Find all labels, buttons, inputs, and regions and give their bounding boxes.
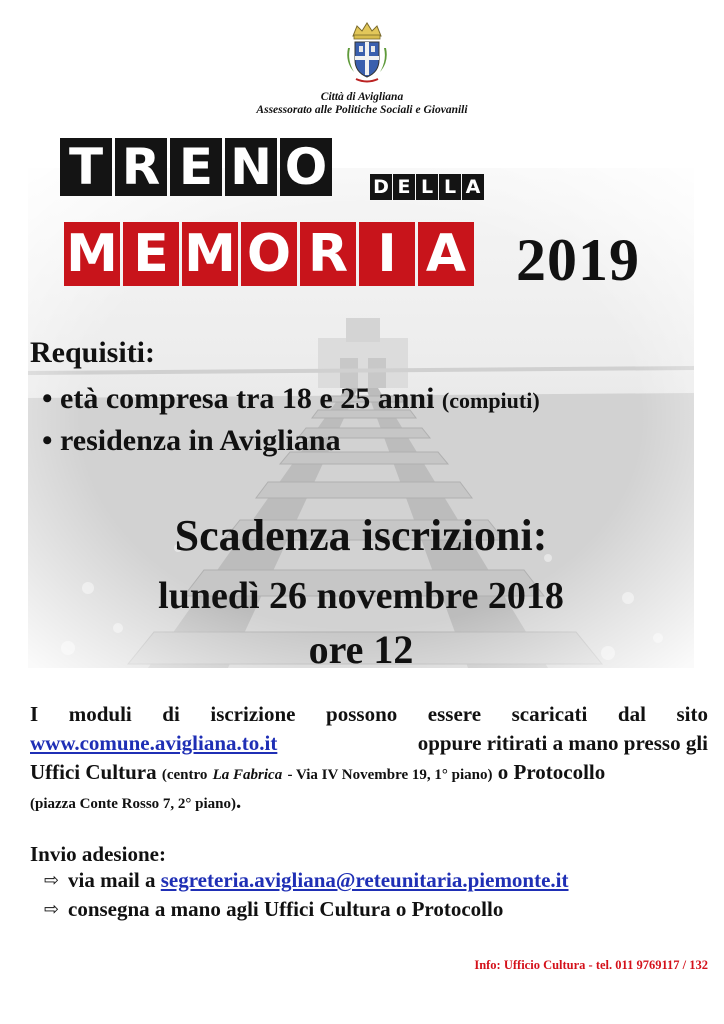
centro-label: (centro	[161, 767, 208, 783]
invio-mail	[44, 868, 569, 893]
arrow-right-icon: ⇨	[44, 870, 60, 891]
department-name: Assessorato alle Politiche Sociali e Giovanili	[256, 104, 468, 116]
bullet: •	[42, 382, 53, 415]
title-letter: E	[393, 174, 415, 200]
requirement-age	[42, 382, 540, 416]
title-della	[370, 174, 485, 200]
title-letter: R	[115, 138, 167, 196]
deadline-heading: Scadenza iscrizioni:	[174, 511, 548, 560]
title-letter: E	[170, 138, 222, 196]
requirement-note: (compiuti)	[441, 388, 540, 413]
title-letter: L	[416, 174, 438, 200]
bullet: •	[42, 424, 53, 457]
email-link[interactable]: segreteria.avigliana@reteunitaria.piemonte.it	[160, 868, 569, 892]
requirement-text: residenza in Avigliana	[60, 424, 341, 457]
city-crest-logo	[344, 20, 390, 86]
event-year: 2019	[516, 227, 640, 293]
modules-line-4	[30, 787, 708, 819]
title-treno	[60, 138, 335, 196]
protocollo-text: o Protocollo	[497, 760, 606, 784]
invio-heading: Invio adesione:	[30, 842, 166, 866]
title-letter: M	[64, 222, 120, 286]
title-letter: O	[241, 222, 297, 286]
invio-hand	[44, 897, 503, 922]
modules-line-2-text: oppure ritirati a mano presso gli	[417, 731, 708, 755]
title-memoria	[64, 222, 477, 286]
info-contact: Info: Ufficio Cultura - tel. 011 9769117 / 132	[474, 958, 708, 972]
title-letter: A	[418, 222, 474, 286]
address-text: - Via IV Novembre 19, 1° piano)	[287, 767, 493, 783]
line-end: .	[236, 789, 242, 813]
protocollo-address: (piazza Conte Rosso 7, 2° piano)	[30, 796, 237, 812]
modules-line-3	[30, 758, 708, 790]
title-letter: T	[60, 138, 112, 196]
requirements-heading: Requisiti:	[30, 336, 156, 369]
deadline-date: lunedì 26 novembre 2018	[158, 575, 564, 617]
title-letter: D	[370, 174, 392, 200]
uffici-cultura: Uffici Cultura	[30, 760, 157, 784]
city-name: Città di Avigliana	[320, 91, 404, 103]
la-fabrica: La Fabrica	[212, 767, 283, 783]
hand-delivery-text: consegna a mano agli Uffici Cultura o Protocollo	[68, 897, 504, 921]
arrow-right-icon: ⇨	[44, 899, 60, 920]
deadline-time: ore 12	[308, 627, 414, 672]
title-letter: M	[182, 222, 238, 286]
title-letter: O	[280, 138, 332, 196]
modules-line-2	[30, 729, 708, 758]
requirement-text: età compresa tra 18 e 25 anni	[60, 382, 435, 415]
title-letter: R	[300, 222, 356, 286]
modules-line-1: I moduli di iscrizione possono essere scaricati dal sito	[30, 702, 708, 726]
mail-prefix: via mail a	[68, 868, 156, 892]
title-letter: N	[225, 138, 277, 196]
website-link[interactable]: www.comune.avigliana.to.it	[30, 731, 278, 755]
title-letter: A	[462, 174, 484, 200]
requirement-residence	[42, 424, 341, 458]
title-letter: I	[359, 222, 415, 286]
title-letter: L	[439, 174, 461, 200]
title-letter: E	[123, 222, 179, 286]
